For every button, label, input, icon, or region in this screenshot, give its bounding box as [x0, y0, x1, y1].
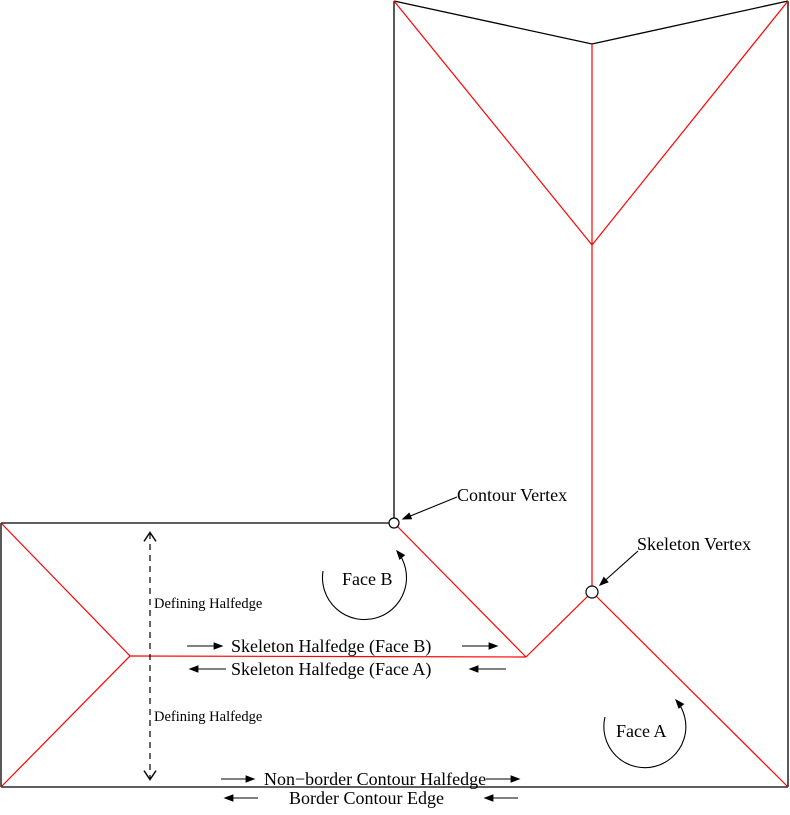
skeleton-vertex-leader-arrow	[600, 551, 638, 585]
face-a-label: Face A	[616, 721, 667, 741]
skeleton-halfedge-face-a-label: Skeleton Halfedge (Face A)	[231, 659, 432, 679]
skeleton-vertex-label: Skeleton Vertex	[637, 534, 752, 554]
face-b-label: Face B	[342, 569, 393, 589]
contour-vertex-label: Contour Vertex	[457, 485, 568, 505]
skeleton-edge-horizontal-halfedge	[130, 656, 526, 657]
contour-vertex-marker	[389, 518, 399, 528]
skeleton-edge-to-bottom-right-corner	[592, 592, 788, 787]
contour-vertex-leader-arrow	[403, 497, 457, 519]
defining-halfedge-lower-label: Defining Halfedge	[154, 709, 263, 725]
defining-halfedge-upper-label: Defining Halfedge	[154, 596, 263, 612]
skeleton-edge-vertex-to-junction	[526, 592, 592, 657]
border-contour-edge-label: Border Contour Edge	[289, 788, 444, 808]
skeleton-edge-left-upper-bisector	[1, 523, 130, 656]
contour-edge-top-notch	[394, 1, 788, 44]
skeleton-edge-left-lower-bisector	[1, 656, 130, 787]
non-border-contour-halfedge-label: Non−border Contour Halfedge	[264, 769, 487, 789]
skeleton-halfedge-face-b-label: Skeleton Halfedge (Face B)	[231, 636, 432, 656]
skeleton-vertex-marker	[586, 586, 598, 598]
